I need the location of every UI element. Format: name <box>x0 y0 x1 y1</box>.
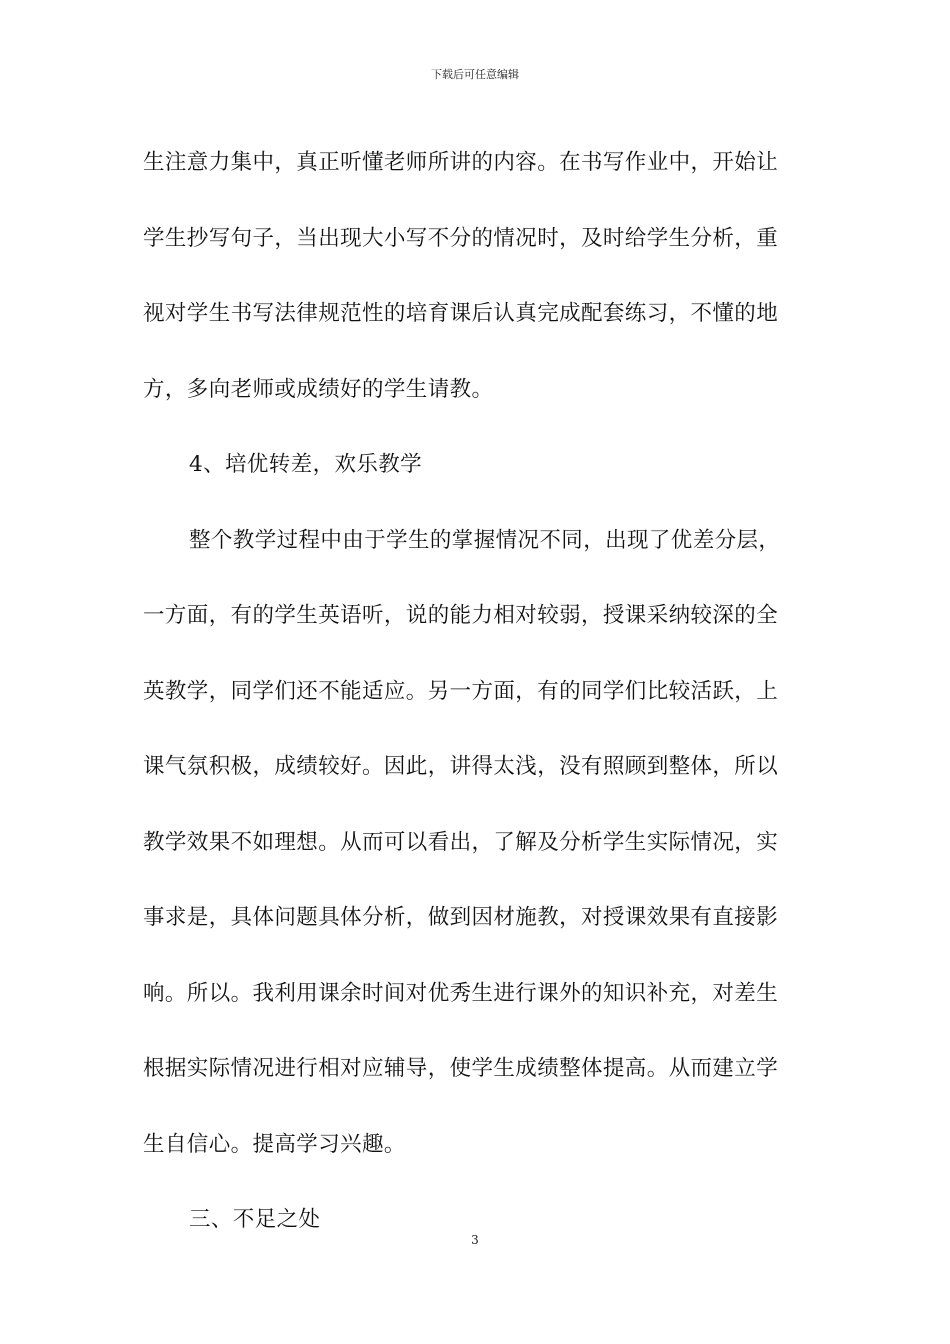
body-line: 学生抄写句子，当出现大小写不分的情况时，及时给学生分析，重 <box>143 225 779 251</box>
paragraph-start: 整个教学过程中由于学生的掌握情况不同，出现了优差分层， <box>189 527 781 553</box>
body-line: 响。所以。我利用课余时间对优秀生进行课外的知识补充，对差生 <box>143 980 779 1006</box>
body-line: 视对学生书写法律规范性的培育课后认真完成配套练习，不懂的地 <box>143 301 779 326</box>
body-line: 事求是，具体问题具体分析，做到因材施教，对授课效果有直接影 <box>143 905 779 930</box>
body-line: 教学效果不如理想。从而可以看出，了解及分析学生实际情况，实 <box>143 829 779 855</box>
body-line: 课气氛积极，成绩较好。因此，讲得太浅，没有照顾到整体，所以 <box>143 754 779 779</box>
page-header: 下载后可任意编辑 <box>431 68 519 81</box>
body-line: 根据实际情况进行相对应辅导，使学生成绩整体提高。从而建立学 <box>143 1056 779 1081</box>
body-line: 生自信心。提高学习兴趣。 <box>143 1131 406 1157</box>
section-heading-4: 4、培优转差，欢乐教学 <box>189 452 423 477</box>
document-body <box>143 125 807 1258</box>
section-heading-3: 三、不足之处 <box>189 1207 321 1232</box>
body-line: 英教学，同学们还不能适应。另一方面，有的同学们比较活跃，上 <box>143 678 779 704</box>
body-line: 方，多向老师或成绩好的学生请教。 <box>143 376 494 402</box>
body-line: 一方面，有的学生英语听，说的能力相对较弱，授课采纳较深的全 <box>143 603 779 628</box>
page-number: 3 <box>471 1233 479 1247</box>
body-line: 生注意力集中，真正听懂老师所讲的内容。在书写作业中，开始让 <box>143 150 779 175</box>
